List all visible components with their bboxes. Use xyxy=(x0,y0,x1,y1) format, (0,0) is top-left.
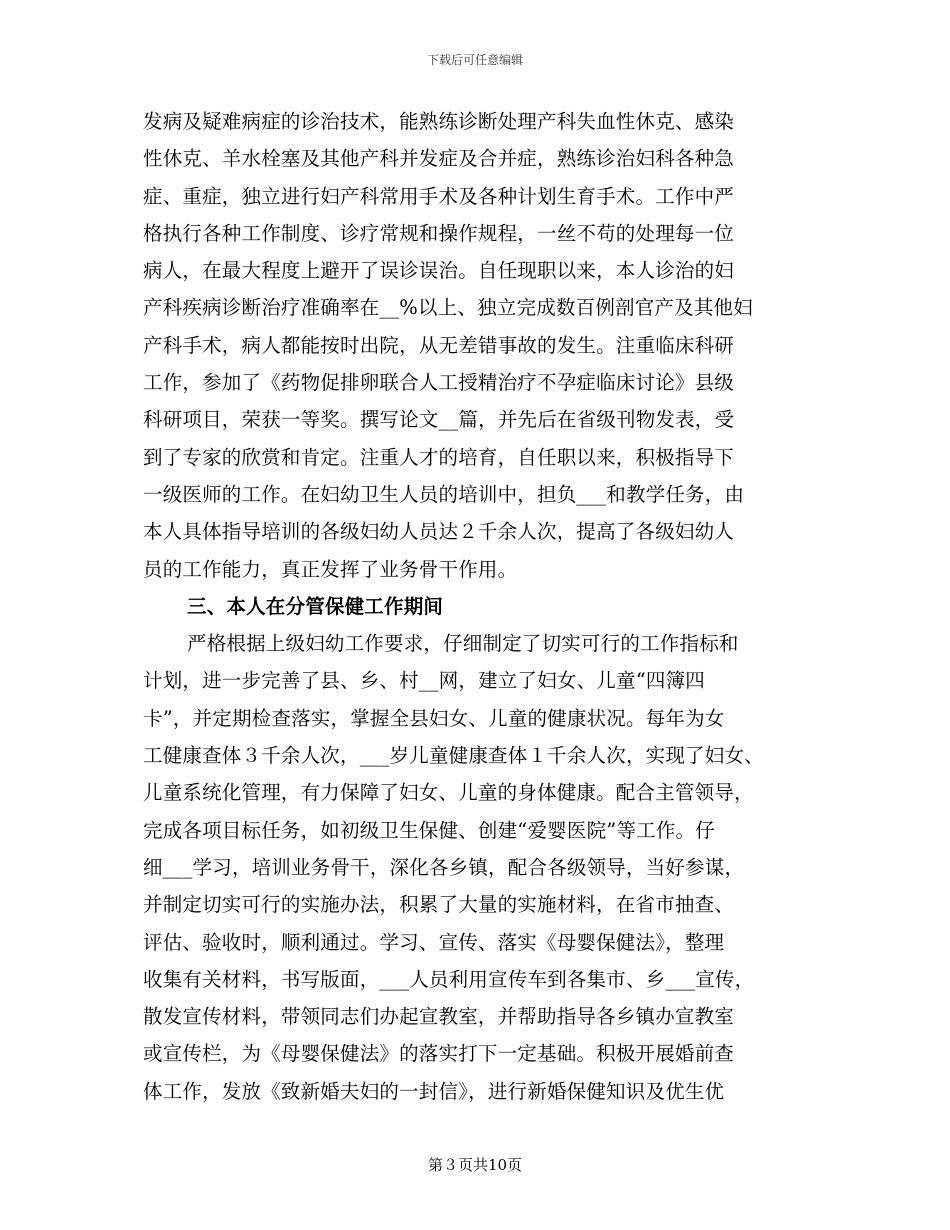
body-line: 员的工作能力，真正发挥了业务骨干作用。 xyxy=(143,557,518,581)
section-line: 散发宣传材料，带领同志们办起宣教室，并帮助指导各乡镇办宣教室 xyxy=(143,1005,735,1029)
section-line: 完成各项目标任务，如初级卫生保健、创建“爱婴医院”等工作。仔 xyxy=(143,818,715,842)
section-paragraph-first-line: 严格根据上级妇幼工作要求，仔细制定了切实可行的工作指标和 xyxy=(187,632,739,656)
body-line: 产科手术，病人都能按时出院，从无差错事故的发生。注重临床科研 xyxy=(143,333,735,357)
page-number: 第３页共10页 xyxy=(427,1156,523,1174)
section-line: 并制定切实可行的实施办法，积累了大量的实施材料，在省市抽查、 xyxy=(143,893,735,917)
section-line: 工健康查体３千余人次，___岁儿童健康查体１千余人次，实现了妇女、 xyxy=(143,744,764,768)
section-line: 计划，进一步完善了县、乡、村__网，建立了妇女、儿童“四簿四 xyxy=(143,669,705,693)
section-line: 或宣传栏，为《母婴保健法》的落实打下一定基础。积极开展婚前查 xyxy=(143,1042,735,1066)
body-line: 病人，在最大程度上避开了误诊误治。自任现职以来，本人诊治的妇 xyxy=(143,259,735,283)
section-line: 儿童系统化管理，有力保障了妇女、儿童的身体健康。配合主管领导， xyxy=(143,781,754,805)
body-line: 格执行各种工作制度、诊疗常规和操作规程，一丝不苟的处理每一位 xyxy=(143,221,735,245)
section-line: 评估、验收时，顺利通过。学习、宣传、落实《母婴保健法》，整理 xyxy=(143,930,725,954)
body-line: 发病及疑难病症的诊治技术，能熟练诊断处理产科失血性休克、感染 xyxy=(143,110,735,133)
section-line: 细___学习，培训业务骨干，深化各乡镇，配合各级领导，当好参谋， xyxy=(143,855,745,879)
body-line: 性休克、羊水栓塞及其他产科并发症及合并症，熟练诊治妇科各种急 xyxy=(143,147,735,171)
section-line: 体工作，发放《致新婚夫妇的一封信》，进行新婚保健知识及优生优 xyxy=(143,1079,725,1103)
body-line: 症、重症，独立进行妇产科常用手术及各种计划生育手术。工作中严 xyxy=(143,184,735,208)
body-line: 到了专家的欣赏和肯定。注重人才的培育，自任职以来，积极指导下 xyxy=(143,445,735,469)
body-line: 产科疾病诊断治疗准确率在__%以上、独立完成数百例剖官产及其他妇 xyxy=(143,296,753,320)
document-body xyxy=(143,103,843,1110)
section-heading: 三、本人在分管保健工作期间 xyxy=(187,594,444,618)
body-line: 本人具体指导培训的各级妇幼人员达２千余人次，提高了各级妇幼人 xyxy=(143,520,735,544)
section-line: 收集有关材料，书写版面，___人员利用宣传车到各集市、乡___宣传， xyxy=(143,967,755,991)
body-line: 一级医师的工作。在妇幼卫生人员的培训中，担负___和教学任务，由 xyxy=(143,482,745,506)
body-line: 科研项目，荣获一等奖。撰写论文__篇，并先后在省级刊物发表，受 xyxy=(143,408,735,432)
section-line: 卡”，并定期检查落实，掌握全县妇女、儿童的健康状况。每年为女 xyxy=(143,706,725,730)
page-header: 下载后可任意编辑 xyxy=(426,53,523,67)
body-line: 工作，参加了《药物促排卵联合人工授精治疗不孕症临床讨论》县级 xyxy=(143,371,735,395)
